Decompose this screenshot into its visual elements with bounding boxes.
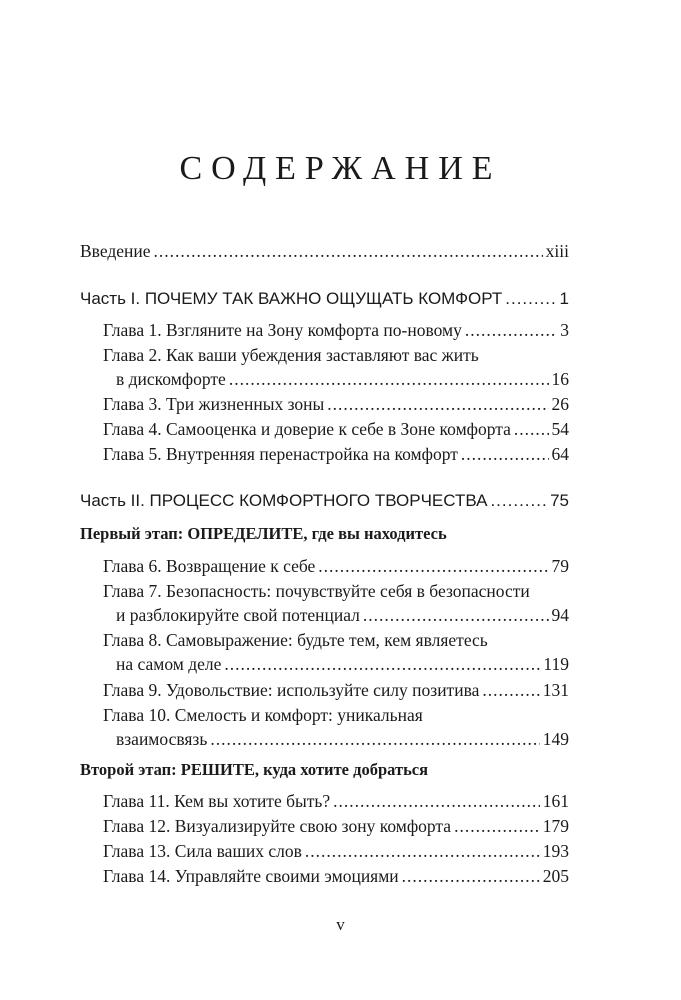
toc-entry-chapter-2-line2[interactable] [116,369,569,390]
section-heading: Второй этап: РЕШИТЕ, куда хотите добраться [80,760,429,779]
section-heading: Первый этап: ОПРЕДЕЛИТЕ, где вы находитесь [80,524,447,543]
toc-entry-label: Глава 2. Как ваши убеждения заставляют вас жить [103,345,479,365]
toc-entry-label: Глава 14. Управляйте своими эмоциями [103,866,399,886]
toc-entry-page: 1 [559,289,569,308]
toc-entry-label: Глава 10. Смелость и комфорт: уникальная [103,705,423,725]
toc-entry-chapter-10-line2[interactable] [116,729,569,750]
dot-leader [482,680,539,701]
toc-entry-chapter-10-line1[interactable] [103,705,569,726]
toc-entry-chapter-7-line2[interactable] [116,605,569,626]
toc-entry-label: взаимосвязь [116,729,208,749]
dot-leader [402,866,540,887]
toc-entry-chapter-9[interactable] [103,680,569,701]
toc-entry-page: 119 [543,654,569,674]
toc-entry-page: 64 [551,444,569,464]
toc-entry-label: и разблокируйте свой потенциал [116,605,360,625]
dot-leader [229,369,549,390]
toc-entry-label: Глава 7. Безопасность: почувствуйте себя в безопасности [103,581,530,601]
toc-entry-label: на самом деле [116,654,222,674]
dot-leader [305,841,540,862]
page-title: СОДЕРЖАНИЕ [179,150,502,187]
toc-entry-page: xiii [545,241,569,261]
toc-entry-label: в дискомфорте [116,369,226,389]
dot-leader [465,320,557,341]
toc-entry-chapter-1[interactable] [103,320,569,341]
toc-entry-chapter-8-line2[interactable] [116,654,569,675]
toc-entry-chapter-4[interactable] [103,419,569,440]
dot-leader [333,791,540,812]
dot-leader [318,556,548,577]
dot-leader [454,816,540,837]
toc-entry-page: 75 [550,491,569,510]
toc-entry-page: 26 [551,394,569,414]
toc-entry-page: 94 [551,605,569,625]
dot-leader [224,654,540,675]
toc-entry-page: 3 [560,320,569,340]
toc-entry-chapter-12[interactable] [103,816,569,837]
toc-entry-page: 179 [542,816,569,836]
toc-entry-intro[interactable] [80,241,569,262]
toc-entry-page: 54 [551,419,569,439]
toc-entry-label: Введение [80,241,151,261]
toc-entry-label: Глава 8. Самовыражение: будьте тем, кем являетесь [103,630,488,650]
toc-entry-chapter-2-line1[interactable] [103,345,569,366]
toc-section-stage-2 [80,760,569,780]
toc-entry-chapter-6[interactable] [103,556,569,577]
toc-entry-page: 205 [542,866,569,886]
toc-entry-chapter-14[interactable] [103,866,569,887]
toc-entry-chapter-3[interactable] [103,394,569,415]
dot-leader [490,491,547,511]
toc-entry-chapter-11[interactable] [103,791,569,812]
toc-entry-label: Глава 11. Кем вы хотите быть? [103,791,331,811]
toc-entry-part1[interactable] [80,289,569,309]
page-number: v [336,915,345,934]
toc-entry-label: Глава 13. Сила ваших слов [103,841,302,861]
toc-section-stage-1 [80,524,569,544]
dot-leader [363,605,549,626]
toc-entry-page: 193 [542,841,569,861]
dot-leader [154,241,543,262]
toc-entry-label: Глава 4. Самооценка и доверие к себе в Зоне комфорта [103,419,511,439]
toc-entry-page: 149 [542,729,569,749]
toc-entry-label: Часть I. ПОЧЕМУ ТАК ВАЖНО ОЩУЩАТЬ КОМФОРТ [80,289,503,308]
toc-entry-chapter-8-line1[interactable] [103,630,569,651]
dot-leader [514,419,549,440]
toc-entry-page: 161 [542,791,569,811]
toc-entry-chapter-5[interactable] [103,444,569,465]
toc-entry-chapter-7-line1[interactable] [103,581,569,602]
toc-entry-label: Глава 3. Три жизненных зоны [103,394,325,414]
toc-entry-label: Часть II. ПРОЦЕСС КОМФОРТНОГО ТВОРЧЕСТВА [80,491,488,510]
dot-leader [327,394,548,415]
toc-entry-chapter-13[interactable] [103,841,569,862]
dot-leader [461,444,549,465]
dot-leader [210,729,539,750]
toc-entry-label: Глава 5. Внутренняя перенастройка на комфорт [103,444,458,464]
toc-entry-page: 79 [551,556,569,576]
toc-entry-page: 16 [551,369,569,389]
toc-entry-part2[interactable] [80,491,569,511]
dot-leader [505,289,556,309]
toc-entry-label: Глава 6. Возвращение к себе [103,556,316,576]
toc-entry-page: 131 [542,680,569,700]
toc-entry-label: Глава 1. Взгляните на Зону комфорта по-новому [103,320,462,340]
toc-entry-label: Глава 9. Удовольствие: используйте силу позитива [103,680,480,700]
toc-entry-label: Глава 12. Визуализируйте свою зону комфорта [103,816,452,836]
